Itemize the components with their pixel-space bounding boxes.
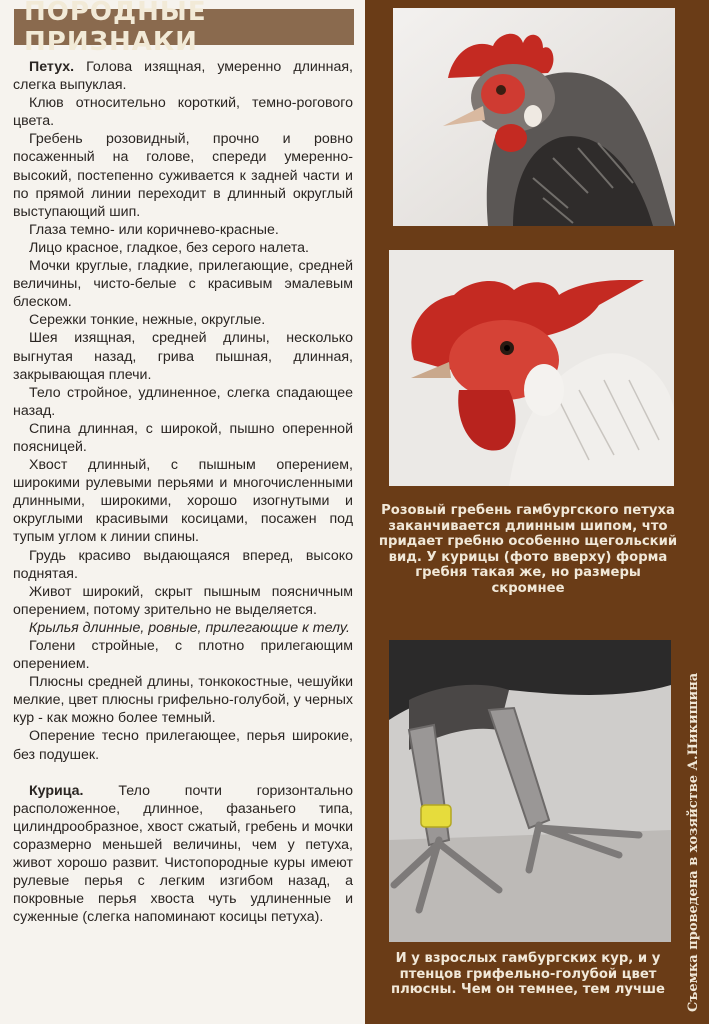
earlobes-text: Мочки круглые, гладкие, прилегающие, средней величины, чисто-белые с красивым эмалевым блеском. <box>13 258 353 311</box>
legs-photo <box>389 640 671 942</box>
beak-text: Клюв относительно короткий, темно-рогового цвета. <box>13 95 353 130</box>
article-body <box>13 58 353 926</box>
breast-text: Грудь красиво выдающаяся вперед, высоко поднятая. <box>13 547 353 582</box>
hen-paragraph <box>13 782 353 927</box>
body-text: Тело стройное, удлиненное, слегка спадающее назад. <box>13 384 353 419</box>
rooster-head-photo <box>389 250 674 486</box>
belly-text: Живот широкий, скрыт пышным поясничным оперением, потому зрительно не выделяется. <box>13 583 353 618</box>
tail-text: Хвост длинный, с пышным оперением, широкими рулевыми перьями и многочисленными длинными, широкими, хорошо изогнутыми и округлыми красивыми косицами, посажен под тупым углом к линии спины. <box>13 457 353 546</box>
rooster-paragraph <box>13 58 353 94</box>
photo-credit: Съемка проведена в хозяйстве А.Никишина <box>686 672 701 1012</box>
neck-text: Шея изящная, средней длины, несколько выгнутая назад, грива пышная, длинная, закрывающая плечи. <box>13 330 353 383</box>
comb-caption: Розовый гребень гамбургского петуха заканчивается длинным шипом, что придает гребню особенно щегольский вид. У курицы (фото вверху) форма гребня такая же, но размеры скромнее <box>378 503 678 596</box>
face-text: Лицо красное, гладкое, без серого налета. <box>29 239 310 256</box>
legs-caption: И у взрослых гамбургских кур, и у птенцов грифельно-голубой цвет плюсны. Чем он темнее, тем лучше <box>391 951 665 998</box>
section-heading: ПОРОДНЫЕ ПРИЗНАКИ <box>14 9 354 45</box>
hen-label: Курица. <box>29 782 84 799</box>
rooster-label: Петух. <box>29 59 75 75</box>
hen-text: Тело почти горизонтально расположенное, длинное, фазаньего типа, цилиндрообразное, хвост сжатый, гребень и мочки соразмерно меньшей величины, чем у петуха, живот хорошо развит. Чистопородные куры имеют рулевые перья с легким изгибом назад, а покровные перья хвоста чуть удлиненные и суженные (слегка напоминают косицы петуха). <box>13 782 353 926</box>
eyes-text: Глаза темно- или коричнево-красные. <box>29 221 279 238</box>
wings-text <box>13 619 353 637</box>
back-text: Спина длинная, с широкой, пышно оперенной поясницей. <box>13 420 353 455</box>
wings-italic: Крылья длинные, ровные, прилегающие к телу. <box>29 619 350 636</box>
plumage-text: Оперение тесно прилегающее, перья широкие, без подушек. <box>13 728 353 763</box>
hen-head-photo <box>393 8 675 226</box>
comb-text: Гребень розовидный, прочно и ровно посаженный на голове, спереди умеренно-высокий, постепенно суживается к задней части и по прямой линии переходит в длинный округлый выступающий шип. <box>13 131 353 220</box>
legs-text: Плюсны средней длины, тонкокостные, чешуйки мелкие, цвет плюсны грифельно-голубой, у черных кур - как можно более темный. <box>13 674 353 727</box>
wattles-text: Сережки тонкие, нежные, округлые. <box>29 312 266 329</box>
shanks-text: Голени стройные, с плотно прилегающим оперением. <box>13 638 353 673</box>
rooster-head-text: Голова изящная, умеренно длинная, слегка выпуклая. <box>13 59 353 94</box>
